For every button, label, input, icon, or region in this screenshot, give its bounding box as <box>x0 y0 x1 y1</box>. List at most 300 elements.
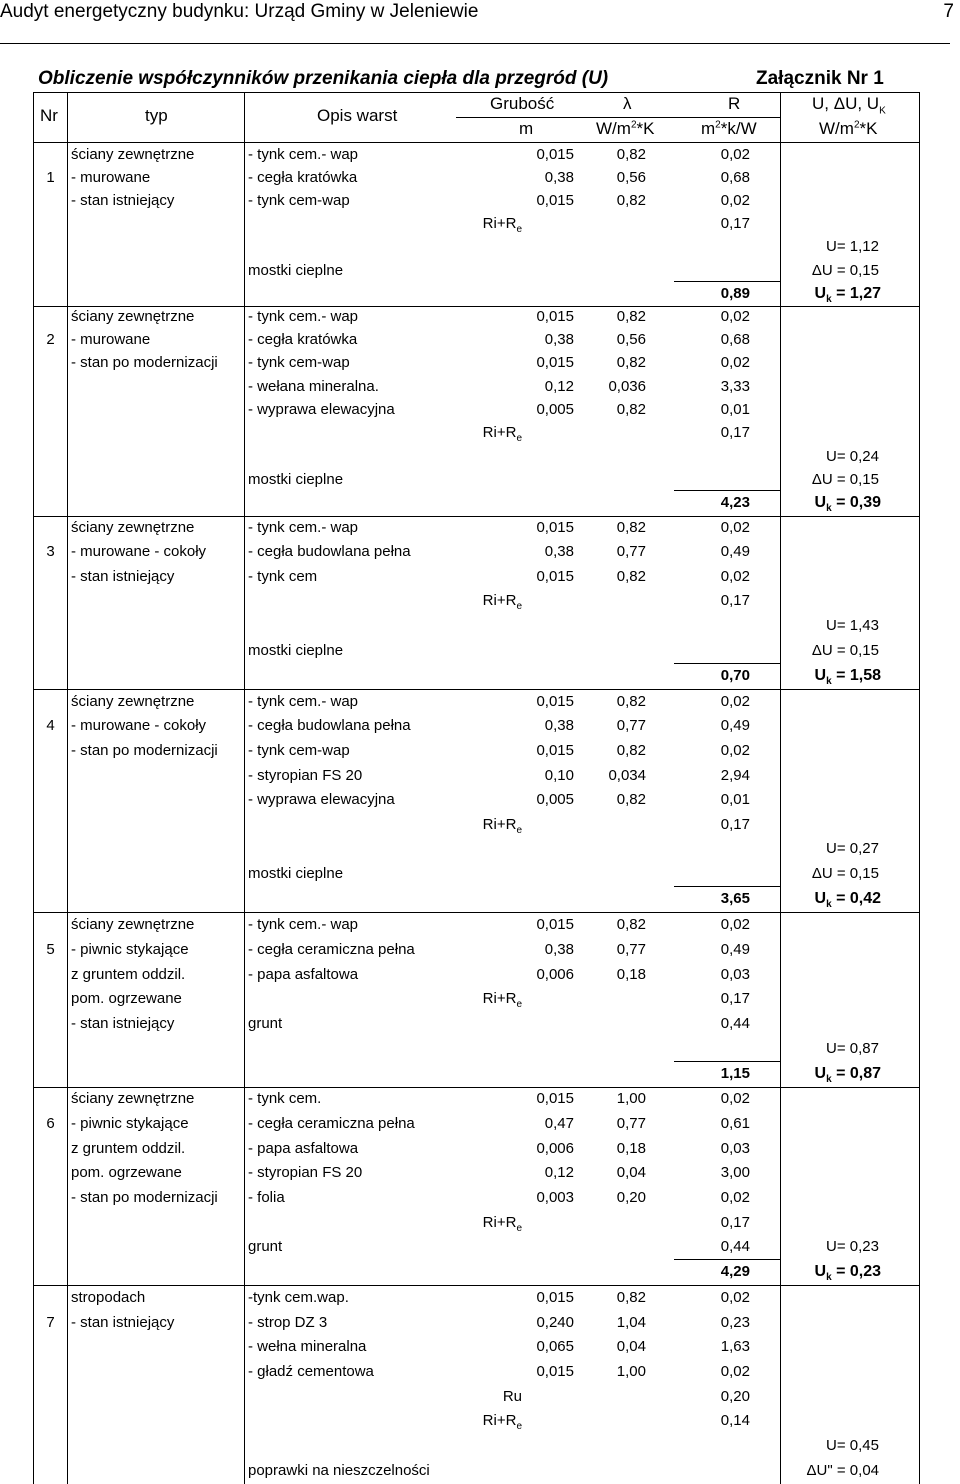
total-rule <box>674 663 780 664</box>
resistance-surface-text: Ri+R <box>482 816 517 833</box>
thickness-value: 0,12 <box>544 378 574 395</box>
thickness-value: 0,005 <box>536 791 574 808</box>
col-header-nr: Nr <box>40 106 58 125</box>
thickness-value: 0,47 <box>544 1115 574 1132</box>
layer-description: mostki cieplne <box>248 642 344 659</box>
col-header-lambda-unit: $W/m^2*K$ <box>596 119 655 138</box>
layer-description: -tynk cem.wap. <box>248 1289 349 1306</box>
table-row <box>34 1140 919 1158</box>
thickness-value: 0,12 <box>544 1164 574 1181</box>
table-row <box>34 1040 919 1058</box>
lambda-value: 1,00 <box>616 1090 646 1107</box>
section-divider <box>34 1087 919 1088</box>
lambda-value: 0,82 <box>616 308 646 325</box>
lambda-value: 1,00 <box>616 1363 646 1380</box>
row-number: 5 <box>46 941 55 958</box>
table-row <box>34 285 919 306</box>
layer-description: - tynk cem-wap <box>248 192 350 209</box>
resistance-surface-subscript: e <box>516 999 522 1010</box>
table-row <box>34 865 919 883</box>
u-total-symbol: U <box>814 1263 827 1280</box>
u-total-symbol: U <box>814 1065 827 1082</box>
layer-description: - cegła kratówka <box>248 331 358 348</box>
thickness-value: 0,065 <box>536 1338 574 1355</box>
page-title: Obliczenie współczynników przenikania ciepła dla przegród (U) <box>38 68 609 89</box>
col-header-r: R <box>728 94 741 113</box>
u-total-symbol: U <box>814 667 827 684</box>
resistance-surface-label <box>394 592 522 610</box>
resistance-surface-subscript: e <box>516 1223 522 1234</box>
table-row <box>34 568 919 586</box>
thickness-value: 0,006 <box>536 966 574 983</box>
u-total-number: = 0,39 <box>831 494 881 511</box>
table-row <box>34 767 919 785</box>
lambda-value: 0,77 <box>616 1115 646 1132</box>
row-type: pom. ogrzewane <box>71 990 182 1007</box>
resistance-value: 0,17 <box>720 990 750 1007</box>
layer-description: - styropian FS 20 <box>248 767 363 784</box>
row-type: - murowane <box>71 169 151 186</box>
layer-description: grunt <box>248 1238 283 1255</box>
resistance-value: 0,23 <box>720 1314 750 1331</box>
thickness-value: 0,005 <box>536 401 574 418</box>
page-header <box>0 0 960 46</box>
u-total-value <box>781 1263 881 1284</box>
col-header-grubosc: Grubość <box>490 94 555 113</box>
thickness-value: 0,015 <box>536 192 574 209</box>
lambda-value: 0,82 <box>616 791 646 808</box>
table-row <box>34 617 919 635</box>
row-type: - stan po modernizacji <box>71 1189 218 1206</box>
layer-description: - tynk cem.- wap <box>248 146 359 163</box>
u-total-subscript: k <box>826 294 832 306</box>
lambda-value: 0,82 <box>616 146 646 163</box>
table-row <box>34 840 919 858</box>
resistance-value: 0,17 <box>720 215 750 232</box>
lambda-value: 0,56 <box>616 169 646 186</box>
resistance-surface-text: Ri+R <box>482 1412 517 1429</box>
thickness-value: 0,015 <box>536 1090 574 1107</box>
layer-description: - cegła kratówka <box>248 169 358 186</box>
resistance-total: 0,70 <box>720 667 750 684</box>
resistance-surface-label <box>394 1214 522 1232</box>
layer-description: grunt <box>248 1015 283 1032</box>
layer-description: - tynk cem <box>248 568 318 585</box>
annex-label: Załącznik Nr 1 <box>756 68 884 89</box>
layer-description: - cegła budowlana pełna <box>248 717 411 734</box>
row-type: ściany zewnętrzne <box>71 519 195 536</box>
u-total-number: = 0,42 <box>831 890 881 907</box>
header-rule <box>0 43 950 44</box>
resistance-total: 4,23 <box>720 494 750 511</box>
resistance-value: 0,17 <box>720 592 750 609</box>
resistance-value: 0,02 <box>720 308 750 325</box>
page-number: 7 <box>943 1 954 22</box>
section-divider <box>34 306 919 307</box>
u-total-subscript: k <box>826 1074 832 1086</box>
table-row <box>34 1164 919 1182</box>
row-number: 3 <box>46 543 55 560</box>
total-rule <box>674 1061 780 1062</box>
row-type: - stan istniejący <box>71 192 175 209</box>
resistance-total: 3,65 <box>720 890 750 907</box>
u-total-number: = 0,87 <box>831 1065 881 1082</box>
thickness-value: 0,240 <box>536 1314 574 1331</box>
resistance-value: 0,68 <box>720 331 750 348</box>
col-header-grubosc-unit: m <box>519 119 534 138</box>
resistance-value: 0,20 <box>720 1388 750 1405</box>
table-row <box>34 717 919 735</box>
u-value: U= 0,23 <box>826 1238 879 1255</box>
document-header-title: Audyt energetyczny budynku: Urząd Gminy w Jeleniewie <box>0 1 479 22</box>
resistance-value: 0,61 <box>720 1115 750 1132</box>
table-row <box>34 1015 919 1033</box>
total-rule <box>674 281 780 282</box>
thickness-value: 0,38 <box>544 331 574 348</box>
resistance-value: 0,02 <box>720 146 750 163</box>
lambda-value: 0,82 <box>616 1289 646 1306</box>
lambda-value: 0,20 <box>616 1189 646 1206</box>
layer-description: - cegła ceramiczna pełna <box>248 941 415 958</box>
layer-description: - papa asfaltowa <box>248 1140 359 1157</box>
resistance-total: 0,89 <box>720 285 750 302</box>
thickness-value: 0,015 <box>536 916 574 933</box>
row-type: - stan istniejący <box>71 568 175 585</box>
resistance-surface-text: Ri+R <box>482 215 517 232</box>
table-row <box>34 543 919 561</box>
u-value: ΔU = 0,15 <box>811 642 879 659</box>
thickness-value: 0,015 <box>536 568 574 585</box>
table-row <box>34 401 919 419</box>
lambda-value: 0,82 <box>616 693 646 710</box>
table-row <box>34 1065 919 1086</box>
lambda-value: 0,82 <box>616 742 646 759</box>
u-value: ΔU = 0,15 <box>811 865 879 882</box>
layer-description: - cegła ceramiczna pełna <box>248 1115 415 1132</box>
table-row <box>34 642 919 660</box>
table-row <box>34 742 919 760</box>
row-type: ściany zewnętrzne <box>71 916 195 933</box>
resistance-value: 3,00 <box>720 1164 750 1181</box>
layer-description: - tynk cem.- wap <box>248 693 359 710</box>
lambda-value: 0,82 <box>616 192 646 209</box>
row-type: - stan istniejący <box>71 1314 175 1331</box>
layer-description: - wełana mineralna. <box>248 378 379 395</box>
section-divider <box>34 516 919 517</box>
resistance-surface-text: Ru <box>502 1388 522 1405</box>
resistance-value: 1,63 <box>720 1338 750 1355</box>
u-total-number: = 1,27 <box>831 285 881 302</box>
lambda-value: 0,04 <box>616 1164 646 1181</box>
lambda-value: 0,77 <box>616 941 646 958</box>
resistance-surface-text: Ri+R <box>482 990 517 1007</box>
resistance-surface-text: Ri+R <box>482 592 517 609</box>
table-row <box>34 941 919 959</box>
table-row <box>34 1289 919 1307</box>
table-row <box>34 448 919 466</box>
u-total-subscript: k <box>826 503 832 515</box>
row-type: - murowane - cokoły <box>71 543 207 560</box>
thickness-value: 0,003 <box>536 1189 574 1206</box>
table-row <box>34 1338 919 1356</box>
row-type: ściany zewnętrzne <box>71 308 195 325</box>
row-type: - murowane - cokoły <box>71 717 207 734</box>
table-row <box>34 471 919 489</box>
layer-description: - tynk cem.- wap <box>248 916 359 933</box>
resistance-value: 0,02 <box>720 742 750 759</box>
resistance-surface-subscript: e <box>516 433 522 444</box>
lambda-value: 0,82 <box>616 568 646 585</box>
layer-description: mostki cieplne <box>248 262 344 279</box>
resistance-value: 0,02 <box>720 916 750 933</box>
u-total-number: = 1,58 <box>831 667 881 684</box>
table-row <box>34 262 919 280</box>
thickness-value: 0,38 <box>544 941 574 958</box>
layer-description: mostki cieplne <box>248 865 344 882</box>
u-total-subscript: k <box>826 899 832 911</box>
table-row <box>34 667 919 688</box>
table-row <box>34 1412 919 1430</box>
layer-description: - gładź cementowa <box>248 1363 374 1380</box>
layer-description: - tynk cem. <box>248 1090 322 1107</box>
table-row <box>34 215 919 233</box>
row-type: ściany zewnętrzne <box>71 693 195 710</box>
lambda-value: 0,56 <box>616 331 646 348</box>
layer-description: - tynk cem-wap <box>248 742 350 759</box>
resistance-surface-subscript: e <box>516 825 522 836</box>
lambda-value: 0,82 <box>616 401 646 418</box>
table-row <box>34 1090 919 1108</box>
resistance-surface-subscript: e <box>516 1421 522 1432</box>
col-header-u: U, ΔU, $U_K$ <box>812 94 886 117</box>
lambda-value: 1,04 <box>616 1314 646 1331</box>
lambda-value: 0,034 <box>608 767 646 784</box>
resistance-value: 0,02 <box>720 568 750 585</box>
row-type: stropodach <box>71 1289 146 1306</box>
table-row <box>34 331 919 349</box>
u-value: U= 1,12 <box>826 238 879 255</box>
layer-description: - folia <box>248 1189 285 1206</box>
row-number: 6 <box>46 1115 55 1132</box>
col-header-typ: typ <box>145 106 168 125</box>
table-row <box>34 791 919 809</box>
resistance-value: 0,49 <box>720 543 750 560</box>
thickness-value: 0,006 <box>536 1140 574 1157</box>
layer-description: - styropian FS 20 <box>248 1164 363 1181</box>
thickness-value: 0,38 <box>544 169 574 186</box>
row-number: 7 <box>46 1314 55 1331</box>
layer-description: - tynk cem-wap <box>248 354 350 371</box>
resistance-value: 0,03 <box>720 966 750 983</box>
header-bottom-rule <box>34 142 919 143</box>
u-total-symbol: U <box>814 285 827 302</box>
resistance-total: 4,29 <box>720 1263 750 1280</box>
row-number: 1 <box>46 169 55 186</box>
lambda-value: 0,18 <box>616 966 646 983</box>
table-row <box>34 378 919 396</box>
resistance-surface-label <box>394 816 522 834</box>
table-row <box>34 519 919 537</box>
resistance-surface-subscript: e <box>516 224 522 235</box>
lambda-value: 0,18 <box>616 1140 646 1157</box>
layer-description: poprawki na nieszczelności <box>248 1462 430 1479</box>
lambda-value: 0,77 <box>616 543 646 560</box>
table-row <box>34 424 919 442</box>
u-total-value <box>781 494 881 515</box>
resistance-value: 0,14 <box>720 1412 750 1429</box>
resistance-value: 0,02 <box>720 1090 750 1107</box>
table-row <box>34 1388 919 1406</box>
table-row <box>34 1263 919 1284</box>
thickness-value: 0,015 <box>536 308 574 325</box>
u-value: U= 0,27 <box>826 840 879 857</box>
resistance-value: 0,01 <box>720 791 750 808</box>
resistance-value: 0,49 <box>720 717 750 734</box>
resistance-value: 0,02 <box>720 192 750 209</box>
layer-description: - papa asfaltowa <box>248 966 359 983</box>
resistance-value: 3,33 <box>720 378 750 395</box>
table-row <box>34 1437 919 1455</box>
table-row <box>34 494 919 515</box>
u-total-symbol: U <box>814 494 827 511</box>
row-type: z gruntem oddzil. <box>71 966 186 983</box>
resistance-value: 0,44 <box>720 1015 750 1032</box>
resistance-surface-label <box>394 990 522 1008</box>
layer-description: - tynk cem.- wap <box>248 308 359 325</box>
section-divider <box>34 912 919 913</box>
resistance-surface-text: Ri+R <box>482 424 517 441</box>
table-row <box>34 1214 919 1232</box>
u-total-subscript: k <box>826 1272 832 1284</box>
thickness-value: 0,10 <box>544 767 574 784</box>
u-total-symbol: U <box>814 890 827 907</box>
layer-description: - wyprawa elewacyjna <box>248 401 395 418</box>
row-type: ściany zewnętrzne <box>71 146 195 163</box>
col-header-u-unit: $W/m^2*K$ <box>819 119 878 138</box>
total-rule <box>674 490 780 491</box>
table-row <box>34 238 919 256</box>
thickness-value: 0,38 <box>544 543 574 560</box>
u-total-number: = 0,23 <box>831 1263 881 1280</box>
resistance-value: 0,02 <box>720 693 750 710</box>
thickness-value: 0,015 <box>536 1363 574 1380</box>
row-type: - piwnic stykające <box>71 1115 189 1132</box>
table-row <box>34 1238 919 1256</box>
u-value: U= 0,24 <box>826 448 879 465</box>
thickness-value: 0,015 <box>536 693 574 710</box>
row-type: ściany zewnętrzne <box>71 1090 195 1107</box>
header-sub-rule <box>456 117 780 118</box>
table-row <box>34 308 919 326</box>
table-row <box>34 916 919 934</box>
resistance-value: 0,01 <box>720 401 750 418</box>
layer-description: - wełna mineralna <box>248 1338 367 1355</box>
resistance-value: 0,17 <box>720 1214 750 1231</box>
row-type: pom. ogrzewane <box>71 1164 182 1181</box>
thickness-value: 0,015 <box>536 146 574 163</box>
col-header-r-unit: $m^2*k/W$ <box>701 119 757 138</box>
table-row <box>34 1363 919 1381</box>
table-row <box>34 354 919 372</box>
u-value: ΔU" = 0,04 <box>806 1462 879 1479</box>
row-type: - stan istniejący <box>71 1015 175 1032</box>
resistance-total: 1,15 <box>720 1065 750 1082</box>
col-header-opis: Opis warst <box>317 106 398 125</box>
total-rule <box>674 1259 780 1260</box>
table-row <box>34 1462 919 1480</box>
u-total-value <box>781 667 881 688</box>
row-type: - stan po modernizacji <box>71 354 218 371</box>
resistance-value: 0,68 <box>720 169 750 186</box>
lambda-value: 0,04 <box>616 1338 646 1355</box>
resistance-value: 0,17 <box>720 424 750 441</box>
layer-description: mostki cieplne <box>248 471 344 488</box>
table-row <box>34 169 919 187</box>
thickness-value: 0,015 <box>536 519 574 536</box>
resistance-value: 0,49 <box>720 941 750 958</box>
table-row <box>34 1314 919 1332</box>
resistance-value: 0,02 <box>720 1363 750 1380</box>
resistance-surface-label <box>394 1388 522 1406</box>
u-total-value <box>781 890 881 911</box>
resistance-surface-label <box>394 424 522 442</box>
row-number: 2 <box>46 331 55 348</box>
resistance-value: 2,94 <box>720 767 750 784</box>
section-divider <box>34 689 919 690</box>
resistance-value: 0,17 <box>720 816 750 833</box>
resistance-value: 0,02 <box>720 519 750 536</box>
table-row <box>34 693 919 711</box>
table-row <box>34 1115 919 1133</box>
row-type: - stan po modernizacji <box>71 742 218 759</box>
row-type: z gruntem oddzil. <box>71 1140 186 1157</box>
table-row <box>34 592 919 610</box>
lambda-value: 0,82 <box>616 354 646 371</box>
thickness-value: 0,38 <box>544 717 574 734</box>
table-row <box>34 966 919 984</box>
resistance-value: 0,02 <box>720 354 750 371</box>
layer-description: - wyprawa elewacyjna <box>248 791 395 808</box>
table-row <box>34 990 919 1008</box>
resistance-value: 0,02 <box>720 1189 750 1206</box>
thickness-value: 0,015 <box>536 742 574 759</box>
total-rule <box>674 886 780 887</box>
u-total-value <box>781 1065 881 1086</box>
resistance-surface-label <box>394 215 522 233</box>
row-type: - murowane <box>71 331 151 348</box>
layer-description: - tynk cem.- wap <box>248 519 359 536</box>
resistance-value: 0,44 <box>720 1238 750 1255</box>
u-value: U= 0,45 <box>826 1437 879 1454</box>
resistance-surface-subscript: e <box>516 601 522 612</box>
lambda-value: 0,036 <box>608 378 646 395</box>
thickness-value: 0,015 <box>536 354 574 371</box>
table-row <box>34 1189 919 1207</box>
table-row <box>34 890 919 911</box>
row-type: - piwnic stykające <box>71 941 189 958</box>
lambda-value: 0,77 <box>616 717 646 734</box>
u-total-value <box>781 285 881 306</box>
u-value: U= 1,43 <box>826 617 879 634</box>
resistance-surface-text: Ri+R <box>482 1214 517 1231</box>
row-number: 4 <box>46 717 55 734</box>
resistance-value: 0,02 <box>720 1289 750 1306</box>
section-divider <box>34 1285 919 1286</box>
lambda-value: 0,82 <box>616 519 646 536</box>
table-row <box>34 146 919 164</box>
col-header-lambda: λ <box>623 94 632 113</box>
u-value: U= 0,87 <box>826 1040 879 1057</box>
